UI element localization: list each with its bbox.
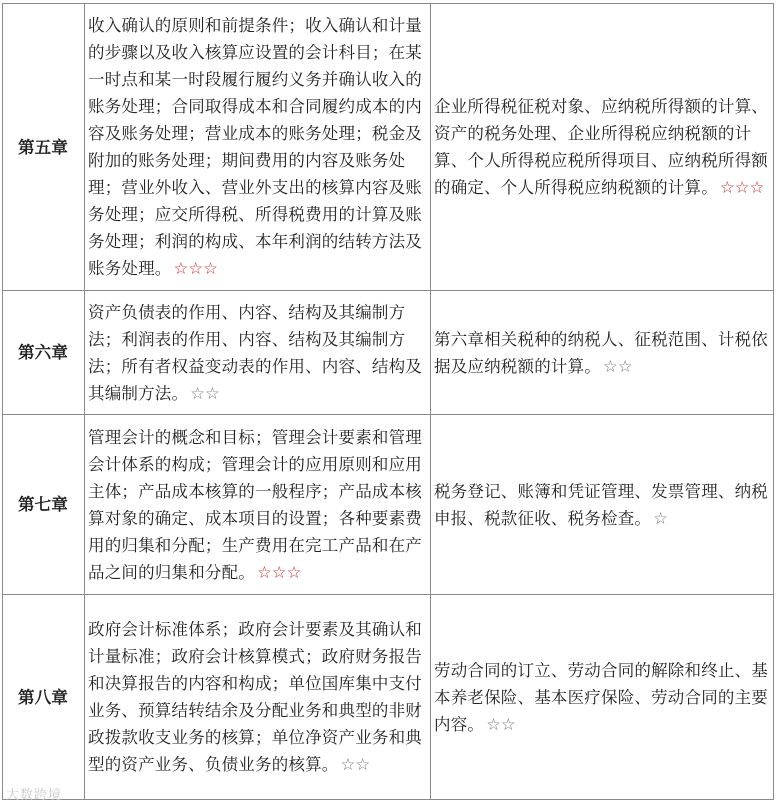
tax-law-topics-text: 第六章相关税种的纳税人、征税范围、计税依据及应纳税额的计算。 (434, 329, 768, 376)
table-row-chapter-8 (3, 595, 774, 800)
accounting-topics-cell (85, 415, 431, 595)
importance-stars: ☆☆☆ (173, 259, 218, 278)
chapter-label: 第八章 (3, 595, 85, 800)
tax-law-topics-text: 税务登记、账簿和凭证管理、发票管理、纳税申报、税款征收、税务检查。 (434, 481, 768, 528)
accounting-topics-text: 管理会计的概念和目标；管理会计要素和管理会计体系的构成；管理会计的应用原则和应用主体；产品成本核算的一般程序；产品成本核算对象的确定、成本项目的设置；各种要素费用的归集和分配；生产费用在完工产品和在产品之间的归集和分配。 (88, 427, 422, 582)
importance-stars: ☆ (653, 508, 668, 528)
accounting-topics-text: 政府会计标准体系；政府会计要素及其确认和计量标准；政府会计核算模式；政府财务报告和决算报告的内容和构成；单位国库集中支付业务、预算结转结余及分配业务和典型的非财政拨款收支业务的核算；单位净资产业务和典型的资产业务、负债业务的核算。 (88, 620, 422, 774)
importance-stars: ☆☆☆ (719, 178, 765, 197)
chapter-label: 第六章 (3, 291, 85, 415)
table-row-chapter-6 (3, 291, 774, 415)
importance-stars: ☆☆ (190, 383, 220, 403)
watermark-logo: 大数跨境 (6, 788, 63, 803)
chapter-label: 第七章 (3, 415, 85, 595)
tax-law-topics-cell (431, 4, 774, 291)
table-row-chapter-7 (3, 415, 774, 595)
accounting-topics-text: 资产负债表的作用、内容、结构及其编制方法；利润表的作用、内容、结构及其编制方法；所有者权益变动表的作用、内容、结构及其编制方法。 (88, 302, 422, 403)
importance-stars: ☆☆ (486, 714, 516, 734)
accounting-topics-cell (85, 291, 431, 415)
importance-stars: ☆☆☆ (257, 562, 302, 582)
accounting-topics-text: 收入确认的原则和前提条件；收入确认和计量的步骤以及收入核算应设置的会计科目；在某一时点和某一时段履行履约义务并确认收入的账务处理；合同取得成本和合同履约成本的内容及账务处理；营业成本的账务处理；税金及附加的账务处理；期间费用的内容及账务处理；营业外收入、营业外支出的核算内容及账务处理；应交所得税、所得税费用的计算及账务处理；利润的构成、本年利润的结转方法及账务处理。 (88, 16, 422, 278)
syllabus-table (2, 3, 774, 800)
accounting-topics-cell (85, 595, 431, 800)
tax-law-topics-text: 企业所得税征税对象、应纳税所得额的计算、资产的税务处理、企业所得税应纳税额的计算、个人所得税应税所得项目、应纳税所得额的确定、个人所得税应纳税额的计算。 (434, 97, 768, 197)
table-row-chapter-5 (3, 4, 774, 291)
tax-law-topics-cell (431, 415, 774, 595)
tax-law-topics-cell (431, 595, 774, 800)
chapter-label: 第五章 (3, 4, 85, 291)
tax-law-topics-cell (431, 291, 774, 415)
accounting-topics-cell (85, 4, 431, 291)
tax-law-topics-text: 劳动合同的订立、劳动合同的解除和终止、基本养老保险、基本医疗保险、劳动合同的主要内容。 (434, 660, 768, 734)
importance-stars: ☆☆ (340, 755, 371, 774)
importance-stars: ☆☆ (603, 356, 633, 376)
